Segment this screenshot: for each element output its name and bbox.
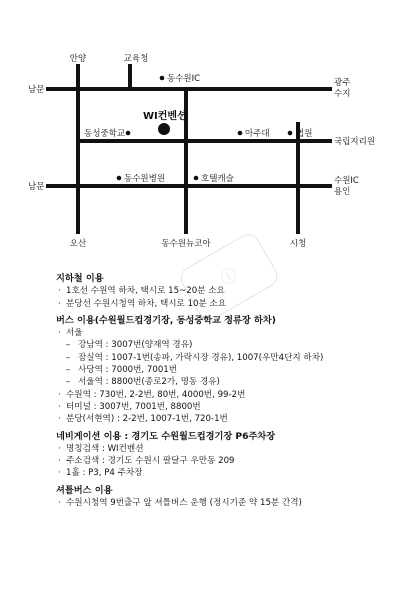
label-courthouse: 법원 xyxy=(296,129,313,139)
label-suji: 수지 xyxy=(334,89,351,99)
watermark-stamp: ⓘ xyxy=(176,230,281,324)
label-dongseong-school: 동성중학교 xyxy=(84,129,126,139)
label-yongin: 용인 xyxy=(334,187,351,197)
direction-item xyxy=(56,389,396,401)
section-title: 네비게이션 이용 : 경기도 수원월드컵경기장 P6주차장 xyxy=(56,430,276,442)
label-suwon-ic: 수원IC xyxy=(334,176,359,186)
item-text: 서울역 : 8800번(종로2가, 명동 경유) xyxy=(78,377,220,388)
label-wi-convention: WI컨벤션 xyxy=(143,111,187,122)
section-title: 지하철 이용 xyxy=(56,273,104,284)
item-text: 분당(서현역) : 2-2번, 1007-1번, 720-1번 xyxy=(66,414,228,425)
item-marker: – xyxy=(66,352,71,363)
direction-item xyxy=(56,413,396,425)
courthouse-dot xyxy=(288,131,293,136)
item-marker: – xyxy=(66,365,71,376)
direction-item xyxy=(56,364,396,376)
wi-convention-marker xyxy=(158,123,170,135)
label-city-hall: 시청 xyxy=(289,239,307,249)
label-dongsuwon-hospital: 동수원병원 xyxy=(124,174,166,184)
direction-item xyxy=(56,298,396,310)
direction-item xyxy=(56,497,396,509)
item-text: 수원시청역 9번출구 앞 셔틀버스 운행 (정시기준 약 15분 간격) xyxy=(66,498,302,509)
label-ajou-univ: 아주대 xyxy=(245,129,270,139)
item-marker: · xyxy=(58,468,61,479)
direction-item xyxy=(56,376,396,388)
dongsuwon-ic-dot xyxy=(160,76,165,81)
direction-item xyxy=(56,327,396,339)
label-osan: 오산 xyxy=(69,239,87,249)
direction-item xyxy=(56,455,396,467)
item-marker: · xyxy=(58,414,61,425)
item-marker: · xyxy=(58,456,61,467)
label-gyoyukcheong: 교육청 xyxy=(123,54,149,64)
item-text: 터미널 : 3007번, 7001번, 8800번 xyxy=(66,401,201,412)
dongsuwon-hospital-dot xyxy=(117,176,122,181)
item-marker: – xyxy=(66,377,71,388)
direction-item xyxy=(56,285,396,297)
label-dongsuwon-newcore: 동수원뉴코아 xyxy=(161,239,211,249)
ajou-univ-dot xyxy=(238,131,243,136)
location-map xyxy=(0,0,400,262)
directions-info xyxy=(56,273,396,509)
label-anyang: 안양 xyxy=(69,54,87,64)
direction-item xyxy=(56,467,396,479)
label-dongsuwon-ic: 동수원IC xyxy=(167,74,201,84)
item-marker: · xyxy=(58,328,61,339)
item-text: 서울 xyxy=(66,328,83,339)
item-marker: · xyxy=(58,401,61,412)
item-marker: · xyxy=(58,286,61,297)
item-marker: – xyxy=(66,340,71,351)
label-nammun-bottom: 남문 xyxy=(28,182,45,192)
item-marker: · xyxy=(58,389,61,400)
dongseong-school-dot xyxy=(126,131,131,136)
section-title: 버스 이용(수원월드컵경기장, 동성중학교 정류장 하차) xyxy=(56,314,276,326)
item-text: 수원역 : 730번, 2-2번, 80번, 4000번, 99-2번 xyxy=(66,389,246,400)
item-text: 사당역 : 7000번, 7001번 xyxy=(78,365,178,376)
label-hotel-castle: 호텔캐슬 xyxy=(201,174,234,184)
label-national-forest: 국립지리원 xyxy=(334,137,376,147)
direction-item xyxy=(56,339,396,351)
item-text: 주소검색 : 경기도 수원시 팔달구 우만동 209 xyxy=(66,456,235,467)
item-text: 잠실역 : 1007-1번(송파, 가락시장 경유), 1007(우만4단지 하차) xyxy=(78,352,324,363)
item-marker: · xyxy=(58,443,61,454)
hotel-castle-dot xyxy=(194,176,199,181)
item-marker: · xyxy=(58,298,61,309)
item-text: 1홀 : P3, P4 주차장 xyxy=(66,468,143,479)
label-gwangju: 광주 xyxy=(334,78,351,88)
section-title: 셔틀버스 이용 xyxy=(56,484,113,496)
item-marker: · xyxy=(58,498,61,509)
direction-item xyxy=(56,443,396,455)
direction-item xyxy=(56,401,396,413)
item-text: 명칭검색 : WI컨벤션 xyxy=(66,443,144,454)
direction-item xyxy=(56,352,396,364)
item-text: 강남역 : 3007번(양재역 경유) xyxy=(78,340,193,351)
item-text: 분당선 수원시청역 하차, 택시로 10분 소요 xyxy=(66,298,227,309)
label-nammun-top: 남문 xyxy=(28,85,45,95)
item-text: 1호선 수원역 하차, 택시로 15~20분 소요 xyxy=(66,286,225,297)
